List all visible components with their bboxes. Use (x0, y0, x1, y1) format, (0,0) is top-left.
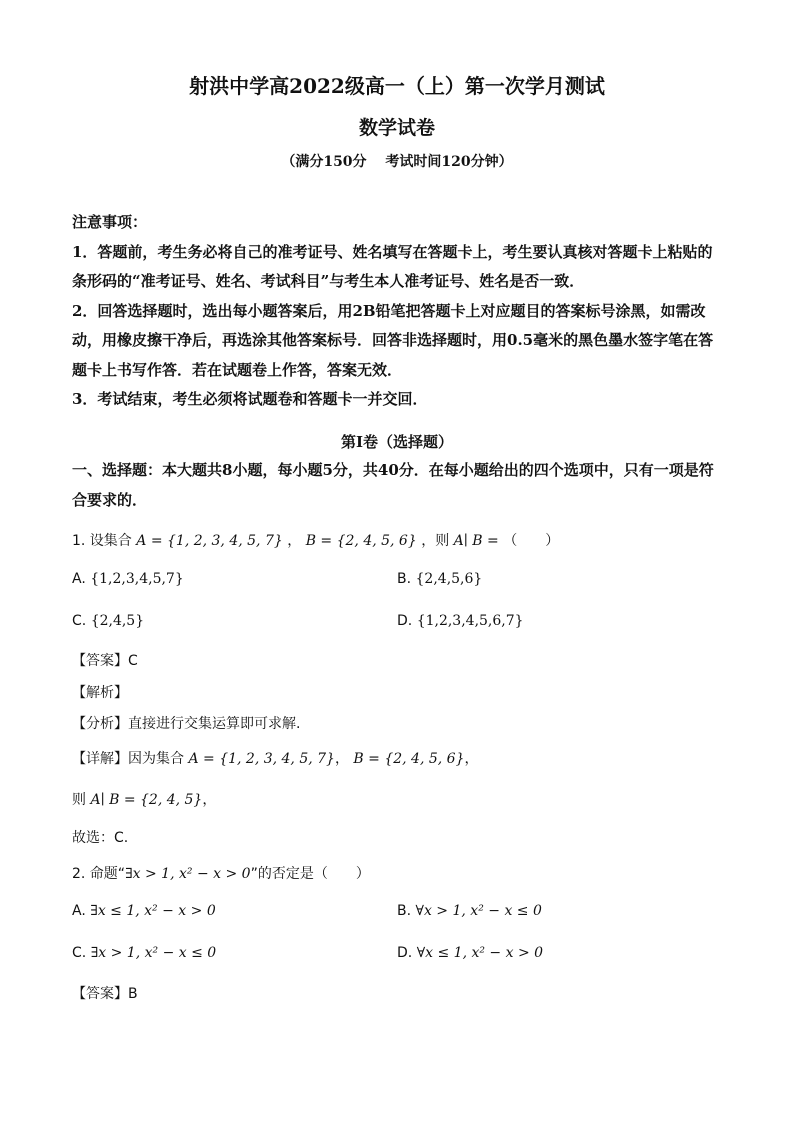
option-letter: C. (72, 945, 87, 961)
answer-tag: 【答案】 (72, 986, 128, 1002)
exam-subtitle: 数学试卷 (358, 117, 435, 139)
q2-option-d (397, 945, 543, 961)
section-instruction: 一、选择题：本大题共8小题，每小题5分，共40分．在每小题给出的四个选项中，只有一项是符合要求的． (72, 461, 714, 509)
exam-title: 射洪中学高2022级高一（上）第一次学月测试 (189, 74, 605, 98)
option-letter: D. (397, 945, 413, 961)
detail-prefix: 因为集合 (128, 751, 184, 767)
option-letter: B. (397, 571, 412, 587)
q1-detail (72, 748, 479, 768)
q1-option-a (72, 571, 184, 587)
option-text: {1,2,3,4,5,7} (90, 571, 184, 587)
note-item-3: 3．考试结束，考生必须将试题卷和答题卡一并交回． (72, 390, 428, 408)
notes-block (72, 208, 724, 415)
q1-then (72, 789, 216, 809)
q2-answer (72, 983, 138, 1003)
detail-set-b: B = {2, 4, 5, 6} (353, 751, 465, 767)
option-letter: B. (397, 903, 412, 919)
q1-option-b (397, 571, 482, 587)
note-item-1: 1．答题前，考生务必将自己的准考证号、姓名填写在答题卡上，考生要认真核对答题卡上粘贴的条形码的“准考证号、姓名、考试科目”与考生本人准考证号、姓名是否一致． (72, 242, 713, 290)
q2-prefix: 2. 命题“ (72, 866, 126, 882)
fenxi-tag: 【分析】 (72, 716, 128, 732)
option-text: {2,4,5,6} (415, 571, 483, 587)
option-text: ∀x ≤ 1, x² − x > 0 (416, 945, 544, 961)
section-title: 第I卷（选择题） (340, 433, 454, 451)
option-text: ∀x > 1, x² − x ≤ 0 (415, 903, 542, 919)
detail-tag: 【详解】 (72, 751, 128, 767)
q2-option-b (397, 903, 542, 919)
option-letter: D. (397, 613, 413, 629)
then-expr: A∣ B = {2, 4, 5} (90, 792, 203, 808)
q1-set-b: B = {2, 4, 5, 6} (305, 533, 417, 549)
detail-set-a: A = {1, 2, 3, 4, 5, 7} (188, 751, 335, 767)
note-item-2: 2．回答选择题时，选出每小题答案后，用2B铅笔把答题卡上对应题目的答案标号涂黑，如需改动，用橡皮擦干净后，再选涂其他答案标号．回答非选择题时，用0.5毫米的黑色墨水签字笔在答题卡上书写作答．若在试题卷上作答，答案无效． (72, 301, 714, 379)
option-letter: A. (72, 903, 86, 919)
q1-option-d (397, 613, 524, 629)
option-text: ∃x ≤ 1, x² − x > 0 (90, 903, 216, 919)
answer-value: B (128, 986, 138, 1002)
q1-conclusion: 故选：C. (72, 830, 129, 846)
question-1 (72, 530, 559, 550)
q1-prefix: 1. 设集合 (72, 533, 132, 549)
detail-end: ， (464, 751, 479, 767)
q1-paren: （ ） (503, 533, 560, 549)
q1-sep: ， (287, 533, 302, 549)
q1-set-a: A = {1, 2, 3, 4, 5, 7} (136, 533, 283, 549)
answer-value: C (128, 653, 138, 669)
q2-suffix: ”的否定是（ ） (250, 866, 370, 882)
q1-ask: A∣ B = (453, 533, 499, 549)
q1-analysis-tag: 【解析】 (72, 685, 128, 701)
then-end: ， (202, 792, 217, 808)
fenxi-text: 直接进行交集运算即可求解. (128, 716, 301, 732)
q1-option-c (72, 613, 144, 629)
detail-sep: ， (334, 751, 349, 767)
then-prefix: 则 (72, 792, 86, 808)
q1-ask-prefix: ，则 (421, 533, 450, 549)
q2-option-c (72, 945, 216, 961)
option-letter: A. (72, 571, 86, 587)
q2-proposition: ∃x > 1, x² − x > 0 (125, 866, 251, 882)
q2-option-a (72, 903, 216, 919)
option-text: {2,4,5} (90, 613, 145, 629)
option-letter: C. (72, 613, 87, 629)
option-text: {1,2,3,4,5,6,7} (416, 613, 524, 629)
exam-info: （满分150分 考试时间120分钟） (281, 154, 513, 170)
question-2 (72, 863, 370, 883)
answer-tag: 【答案】 (72, 653, 128, 669)
q1-fenxi (72, 713, 300, 733)
notes-heading: 注意事项： (72, 213, 148, 231)
q1-answer (72, 650, 138, 670)
option-text: ∃x > 1, x² − x ≤ 0 (90, 945, 217, 961)
